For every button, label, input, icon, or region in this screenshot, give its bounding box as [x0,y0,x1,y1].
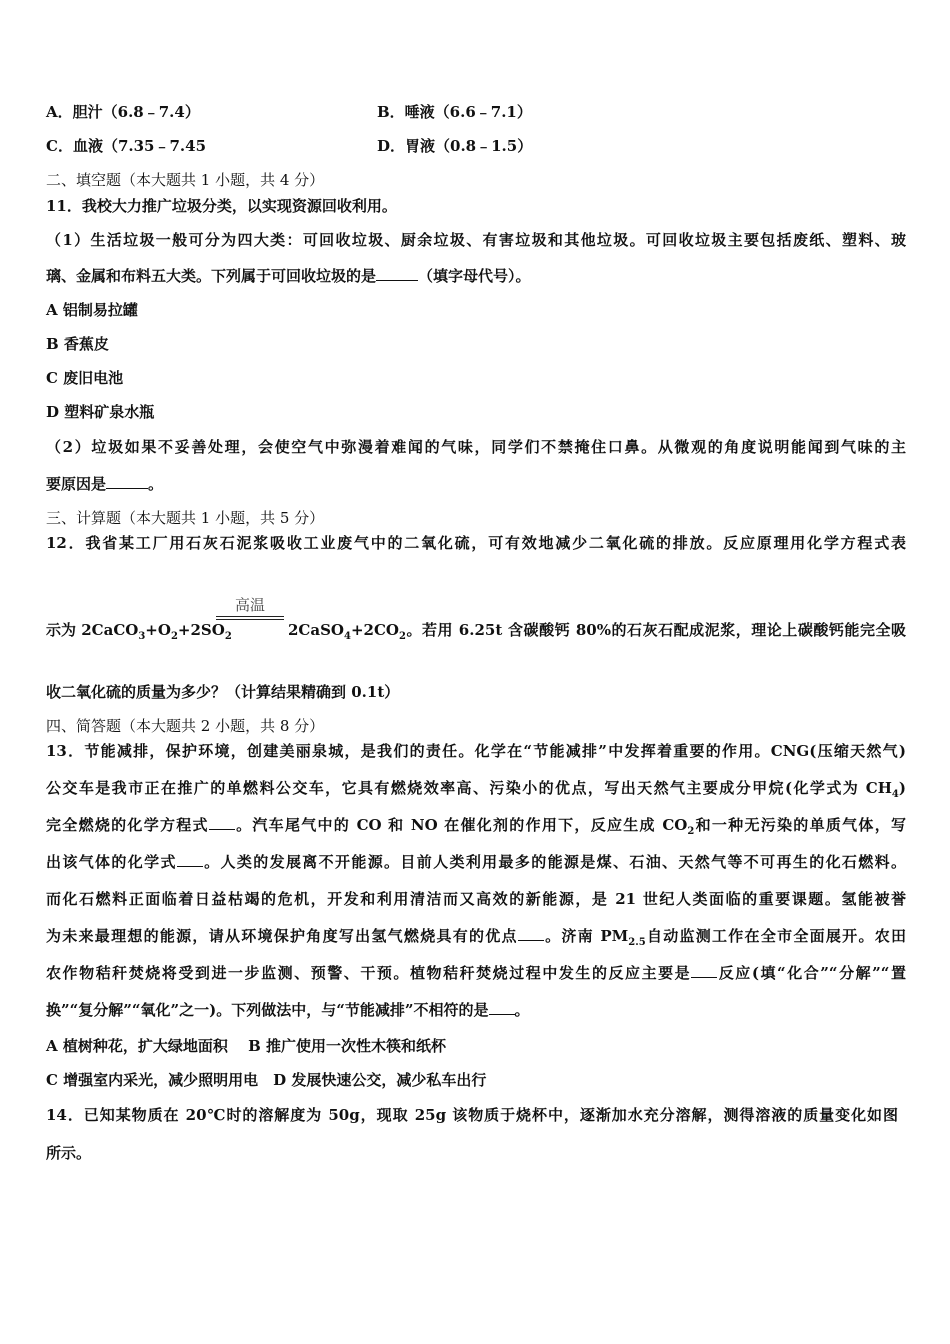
answer-option: C 增强室内采光，减少照明用电 D 发展快速公交，减少私车出行 [46,1071,487,1089]
question-part [46,1000,530,1020]
answer-option: D 塑料矿泉水瓶 [46,403,155,421]
text: +2SO [177,621,225,639]
subscript: 3 [138,631,146,642]
question-part: 而化石燃料正面临着日益枯竭的危机，开发和利用清洁而又高效的新能源，是 21 世纪人类面临的重要课题。氢能被誉 [46,890,906,908]
option-c: C．血液（7.35﹣7.45 [46,137,207,155]
question-part: （2）垃圾如果不妥善处理，会使空气中弥漫着难闻的气味，同学们不禁掩住口鼻。从微观的角度说明能闻到气味的主 [46,438,906,456]
text: 示为 2CaCO [46,621,139,639]
text: 璃、金属和布料五大类。下列属于可回收垃圾的是 [46,267,377,285]
question-part [46,474,163,494]
text: 公交车是我市正在推广的单燃料公交车，它具有燃烧效率高、污染小的优点，写出天然气主要成分甲烷(化学式为 CH [46,779,892,797]
option-d: D．胃液（0.8﹣1.5） [377,137,533,155]
answer-blank[interactable] [518,926,544,941]
question-part: （1）生活垃圾一般可分为四大类：可回收垃圾、厨余垃圾、有害垃圾和其他垃圾。可回收垃圾主要包括废纸、塑料、玻 [46,231,906,249]
subscript: 4 [344,631,351,642]
section-heading: 二、填空题（本大题共 1 小题，共 4 分） [46,171,325,189]
question-part: 收二氧化硫的质量为多少？（计算结果精确到 0.1t） [46,683,400,701]
subscript: 2 [170,631,178,642]
question-part [46,852,906,872]
answer-option: A 植树种花，扩大绿地面积 B 推广使用一次性木筷和纸杯 [46,1037,446,1055]
chemical-equation-right [288,620,906,640]
text: 2CaSO [288,621,344,639]
subscript: 2.5 [628,937,646,948]
subscript: 2 [398,631,406,642]
answer-option: C 废旧电池 [46,369,124,387]
answer-blank[interactable] [691,963,717,978]
text: 。人类的发展离不开能源。目前人类利用最多的能源是煤、石油、天然气等不可再生的化石燃料。 [202,853,906,871]
subscript: 2 [224,631,232,642]
subscript: 2 [687,826,695,837]
text: 出该气体的化学式 [46,853,177,871]
text: 。若用 6.25t 含碳酸钙 80%的石灰石配成泥浆，理论上碳酸钙能完全吸 [405,621,906,639]
answer-blank[interactable] [177,852,203,867]
text: 要原因是 [46,475,107,493]
question-stem: 13．节能减排，保护环境，创建美丽泉城，是我们的责任。化学在“节能减排”中发挥着重要的作用。CNG(压缩天然气) [46,742,906,760]
text: 为未来最理想的能源，请从环境保护角度写出氢气燃烧具有的优点 [46,927,518,945]
question-part [46,778,906,798]
text: +2CO [350,621,399,639]
text: 和一种无污染的单质气体，写 [694,816,906,834]
option-a: A．胆汁（6.8﹣7.4） [46,103,200,121]
text: 完全燃烧的化学方程式 [46,816,209,834]
text: 。 [514,1001,530,1019]
text: 。汽车尾气中的 CO 和 NO 在催化剂的作用下，反应生成 CO [234,816,688,834]
text: ) [898,779,906,797]
text: （填字母代号）。 [418,267,531,285]
question-part [46,266,531,286]
answer-option: B 香蕉皮 [46,335,109,353]
question-part [46,926,906,946]
text: 。 [148,475,164,493]
question-part: 所示。 [46,1144,92,1162]
text: 农作物秸秆焚烧将受到进一步监测、预警、干预。植物秸秆焚烧过程中发生的反应主要是 [46,964,692,982]
text: 自动监测工作在全市全面展开。农田 [645,927,906,945]
question-stem: 12．我省某工厂用石灰石泥浆吸收工业废气中的二氧化硫，可有效地减少二氧化硫的排放。反应原理用化学方程式表 [46,534,906,552]
section-heading: 四、简答题（本大题共 2 小题，共 8 分） [46,717,325,735]
answer-blank[interactable] [489,1000,515,1015]
text: 反应(填“化合”“分解”“置 [717,964,906,982]
option-b: B．唾液（6.6﹣7.1） [377,103,532,121]
question-stem: 11．我校大力推广垃圾分类，以实现资源回收利用。 [46,197,397,215]
question-stem: 14．已知某物质在 20℃时的溶解度为 50g，现取 25g 该物质于烧杯中，逐渐加水充分溶解，测得溶液的质量变化如图 [46,1106,898,1124]
chemical-equation [46,620,232,640]
subscript: 4 [891,789,899,800]
equals-line-top [216,616,284,617]
reaction-condition [216,598,284,620]
question-part [46,963,906,983]
answer-option: A 铝制易拉罐 [46,301,138,319]
section-heading: 三、计算题（本大题共 1 小题，共 5 分） [46,509,325,527]
text: +O [145,621,171,639]
answer-blank[interactable] [376,266,418,281]
answer-blank[interactable] [209,815,235,830]
text: 换”“复分解”“氧化”之一)。下列做法中，与“节能减排”不相符的是 [46,1001,489,1019]
question-part [46,815,906,835]
text: 。济南 PM [543,927,629,945]
condition-label: 高温 [234,596,265,614]
answer-blank[interactable] [106,474,148,489]
